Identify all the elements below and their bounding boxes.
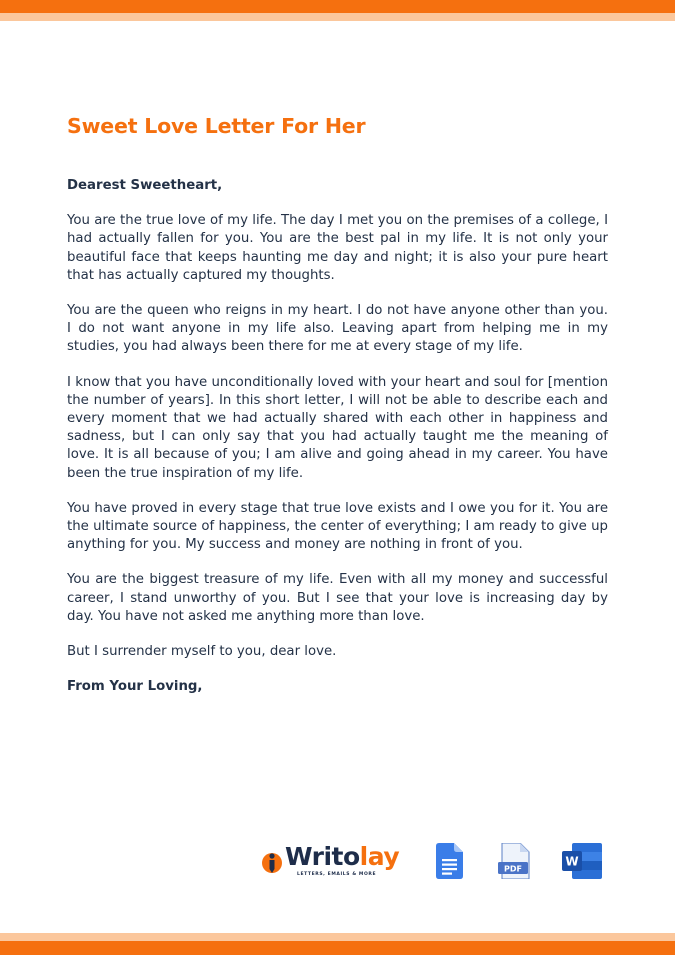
writolay-logo[interactable] [259,840,401,884]
logo-text-part2: lay [359,842,400,871]
letter-salutation: Dearest Sweetheart, [67,178,223,193]
top-accent-bar [0,0,675,13]
letter-paragraph: You are the queen who reigns in my heart. I do not have anyone other than you. I do not want anyone in my life also. Leaving apart from helping me in my studies, you had always been there for me at every stage of my life. [67,303,608,355]
word-label: W [565,854,579,869]
letter-paragraph: You are the true love of my life. The day I met you on the premises of a college, I had actually fallen for you. You are the best pal in my life. It is not only your beautiful face that keeps haunting me day and night; it is also your pure heart that has actually captured my thoughts. [67,213,608,283]
logo-wordmark [285,842,399,872]
letter-paragraph: You are the biggest treasure of my life. Even with all my money and successful career, I stand unworthy of you. But I see that your love is increasing day by day. You have not asked me anything more than love. [67,572,608,624]
page-title: Sweet Love Letter For Her [67,114,366,138]
logo-text-part1: Writo [285,842,360,871]
word-file-icon[interactable] [562,843,602,879]
google-docs-icon[interactable] [436,843,463,879]
bottom-accent-bar-light [0,933,675,941]
bottom-accent-bar [0,941,675,955]
letter-paragraph: I know that you have unconditionally loved with your heart and soul for [mention the number of years]. In this short letter, I will not be able to describe each and every moment that we had actually shared with each other in happiness and sadness, but I can only say that you had actually taught me the meaning of love. It is all because of you; I am alive and going ahead in my career. You have been the true inspiration of my life. [67,374,608,481]
top-accent-bar-light [0,13,675,21]
pdf-file-icon[interactable] [498,843,532,879]
letter-closing: From Your Loving, [67,679,203,695]
logo-tagline: LETTERS, EMAILS & MORE [297,872,377,877]
letter-paragraph: But I surrender myself to you, dear love. [67,644,337,660]
pencil-person-icon [261,848,283,878]
letter-paragraph: You have proved in every stage that true love exists and I owe you for it. You are the ultimate source of happiness, the center of everything; I am ready to give up anything for you. My success and money are nothing in front of you. [67,500,608,553]
pdf-label: PDF [504,864,522,874]
letter-body [67,177,608,713]
footer [259,840,609,884]
